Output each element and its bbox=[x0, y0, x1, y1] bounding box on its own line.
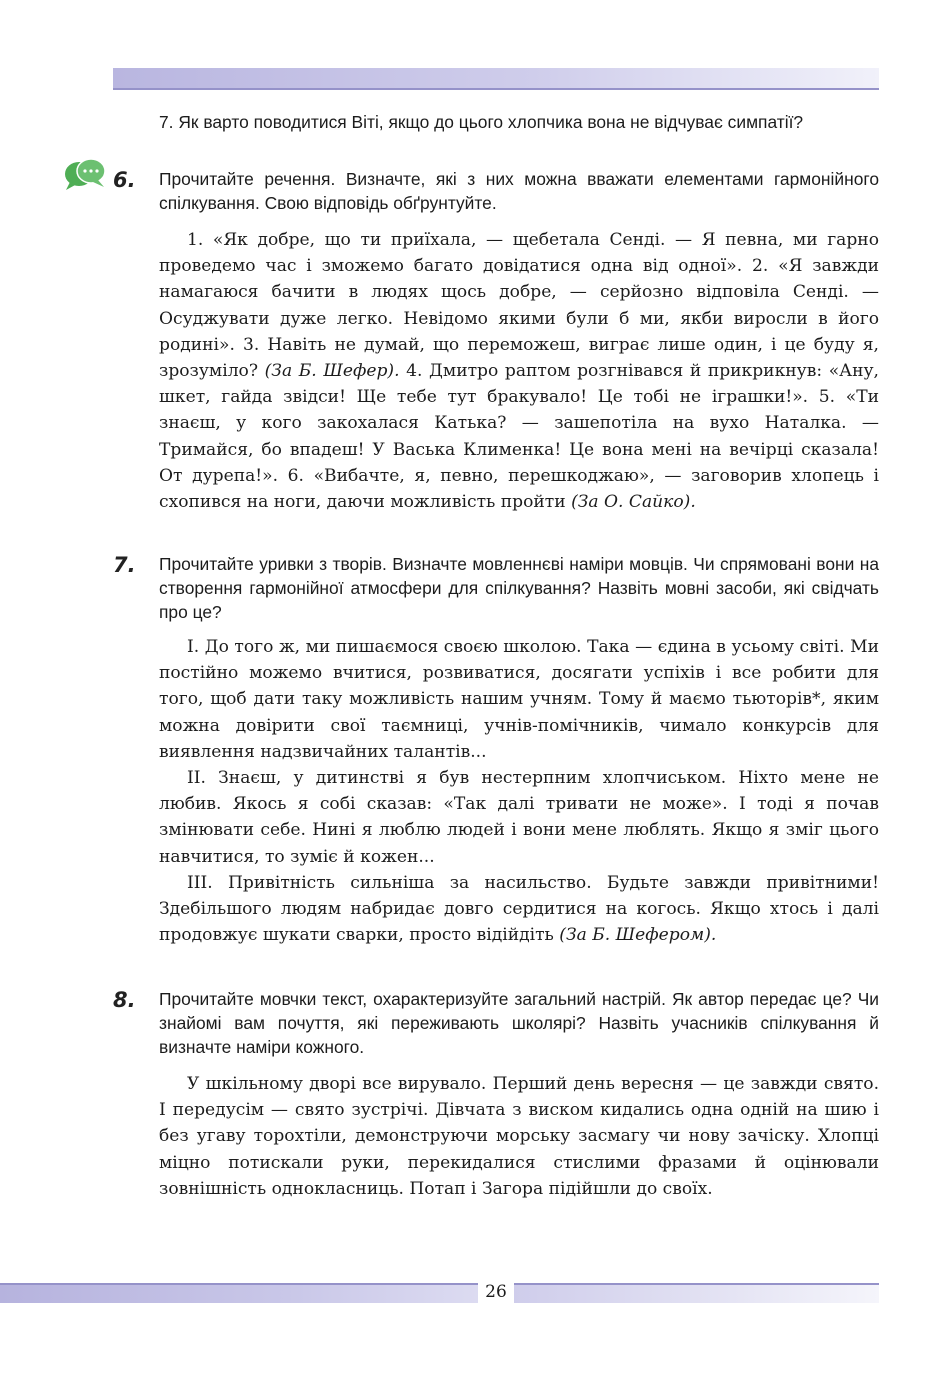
previous-question-7 bbox=[159, 110, 879, 134]
instruction-text: Прочитайте мовчки текст, охарактеризуйте загальний настрій. Як автор передає це? Чи знайомі вам почуття, які переживають школярі? Назвіть учасників спілкування й визначте наміри кожного. bbox=[159, 989, 879, 1057]
excerpt-1: І. До того ж, ми пишаємося своєю школою. Така — єдина в усьому світі. Ми постійно можемо вчитися, розвиватися, досягати успіхів і все робити для того, щоб дати таку можливість нашим учням. Тому й маємо тьюторів*, яким можна довірити свої таємниці, учнів-помічників, чимало конкурсів для виявлення надзвичайних талантів... bbox=[159, 637, 879, 762]
instruction-text: Прочитайте речення. Визначте, які з них можна вважати елементами гармонійного спілкування. Свою відповідь обґрунтуйте. bbox=[159, 169, 879, 213]
footer-band-right bbox=[514, 1283, 879, 1303]
task-instruction bbox=[159, 987, 879, 1059]
excerpt-3 bbox=[159, 870, 879, 949]
excerpt-text: ІІІ. Привітність сильніша за насильство. Будьте завжди привітними! Здебільшого людям набридає довго сердитися на когось. Якщо хтось і далі продовжує шукати сварки, просто відійдіть bbox=[159, 872, 879, 946]
excerpts-passage bbox=[159, 634, 879, 948]
passage-paragraph: У шкільному дворі все вирувало. Перший день вересня — це завжди свято. І передусім — свято зустрічі. Дівчата з виском кидались одна одній на шию і без угаву торохтіли, демонструючи морську засмагу чи нову зачіску. Хлопці міцно потискали руки, перекидалися стислими фразами й оцінювали зовнішність однокласниць. Потап і Загора підійшли до своїх. bbox=[159, 1074, 879, 1199]
text-passage bbox=[159, 1071, 879, 1202]
header-band bbox=[113, 68, 879, 88]
speech-bubble-icon bbox=[64, 156, 106, 192]
passage-text: 1. «Як добре, що ти приїхала, — щебетала Сенді. — Я певна, ми гарно проведемо час і зможемо багато довідатися одна від одної». 2. «Я завжди намагаюся бачити в людях щось добре, — серйозно відповіла Сенді. — Осуджувати дуже легко. Невідомо якими були б ми, якби виросли в його родині». 3. Навіть не думай, що переможеш, виграє лише один, і це буду я, зрозуміло? bbox=[159, 230, 879, 382]
sentences-passage bbox=[159, 227, 879, 515]
source-citation: (За Б. Шефер). bbox=[264, 361, 400, 382]
question-text: 7. Як варто поводитися Віті, якщо до цього хлопчика вона не відчуває симпатії? bbox=[159, 112, 804, 132]
source-citation: (За Б. Шефером). bbox=[559, 925, 717, 946]
footer-band-left bbox=[0, 1283, 478, 1303]
page-number: 26 bbox=[485, 1282, 507, 1302]
task-number: 8. bbox=[113, 988, 136, 1012]
excerpt-2: ІІ. Знаєш, у дитинстві я був нестерпним хлопчиськом. Ніхто мене не любив. Якось я собі сказав: «Так далі тривати не може». І тоді я почав змінювати себе. Нині я люблю людей і вони мене люблять. Якщо я зміг цього навчитися, то зуміє й кожен... bbox=[159, 768, 879, 867]
task-instruction bbox=[159, 167, 879, 215]
instruction-text: Прочитайте уривки з творів. Визначте мовленнєві наміри мовців. Чи спрямовані вони на створення гармонійної атмосфери для спілкування? Назвіть мовні засоби, які свідчать про це? bbox=[159, 554, 879, 622]
task-number: 7. bbox=[113, 553, 136, 577]
task-number: 6. bbox=[113, 168, 136, 192]
passage-text: 4. Дмитро раптом розгнівався й прикрикнув: «Ану, шкет, гайда звідси! Ще тебе тут бракувало! Це тобі не іграшки!». 5. «Ти знаєш, у кого закохалася Катька? — зашепотіла на вухо Наталка. — Тримайся, бо впадеш! У Васька Клименка! Це вона мені на вечірці сказала! От дурепа!». 6. «Вибачте, я, певно, перешкоджаю», — заговорив хлопець і схопився на ноги, даючи можливість пройти bbox=[159, 361, 879, 513]
source-citation: (За О. Сайко). bbox=[571, 492, 696, 513]
task-instruction bbox=[159, 552, 879, 624]
